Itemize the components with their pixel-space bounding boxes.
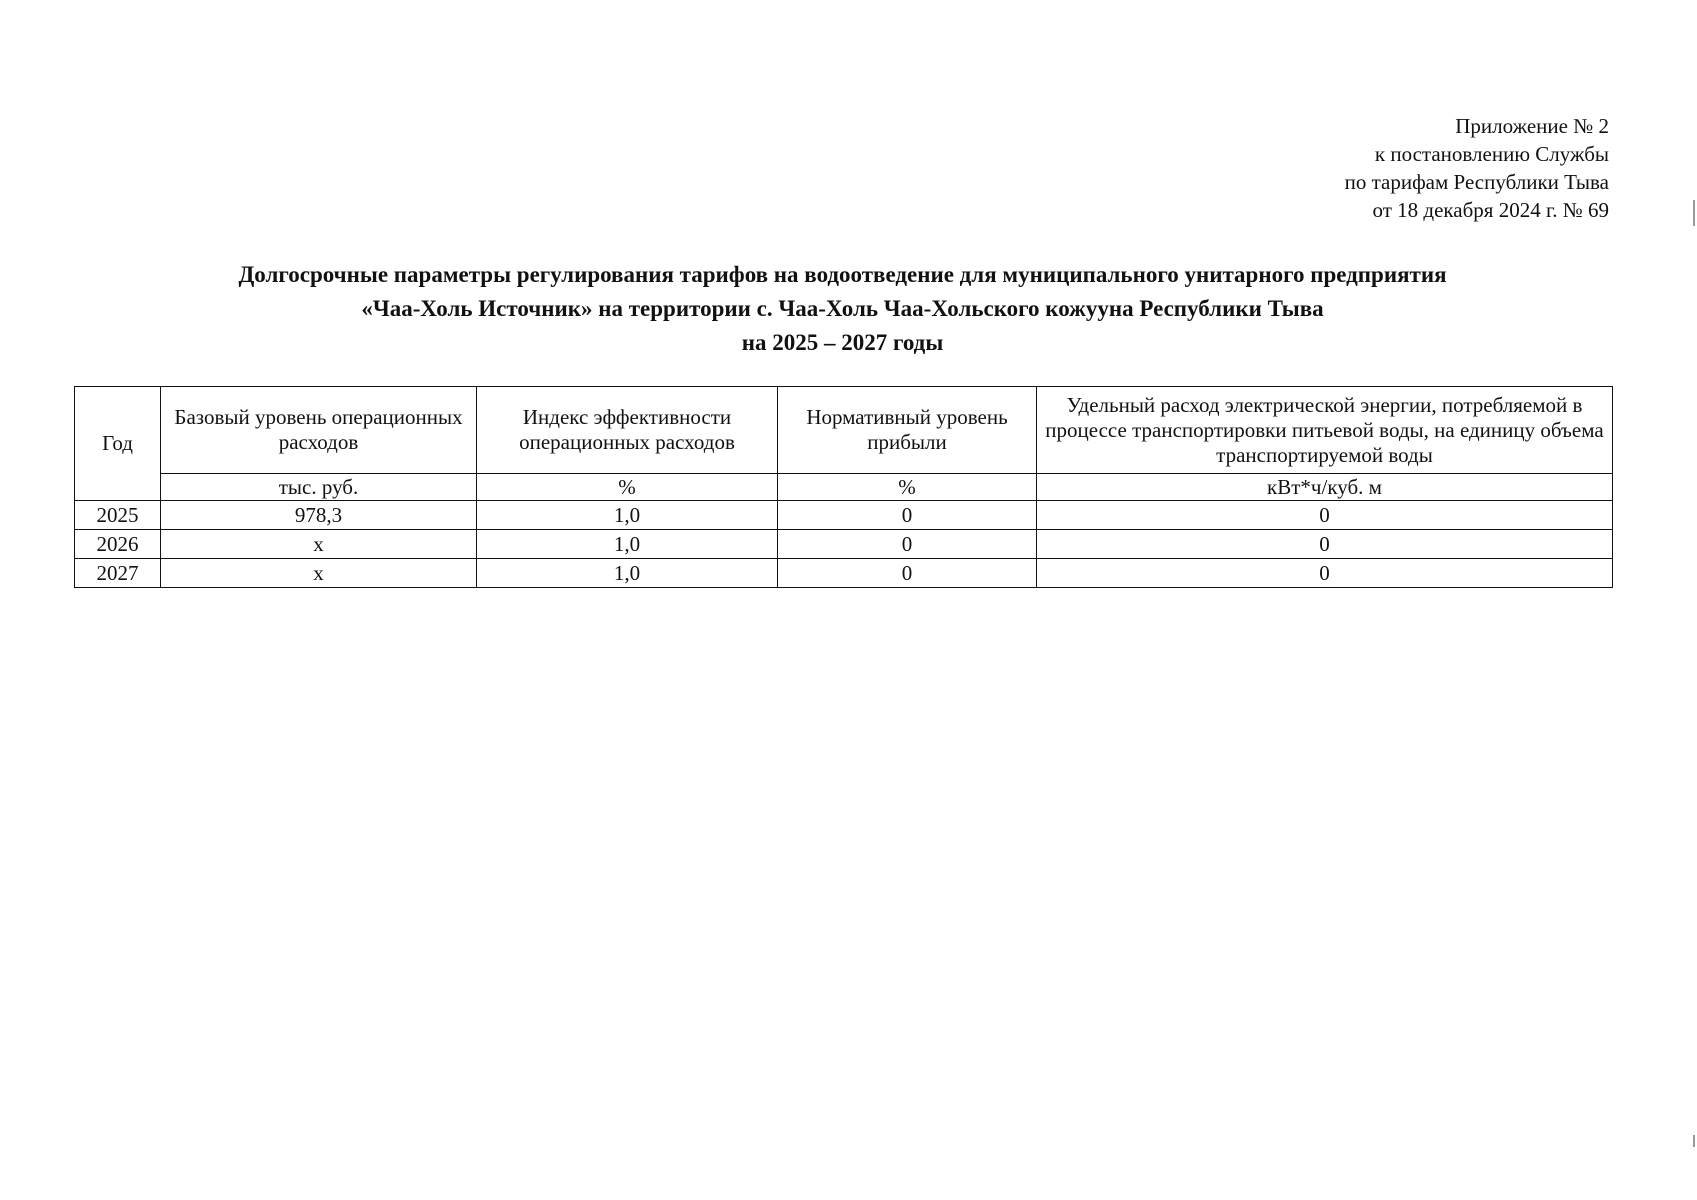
document-title (60, 258, 1625, 360)
table-row (75, 530, 1613, 559)
cell-efficiency-index: 1,0 (477, 530, 778, 559)
appendix-number: Приложение № 2 (1455, 114, 1609, 138)
appendix-resolution: к постановлению Службы (1374, 142, 1609, 166)
header-profit-level: Нормативный уровень прибыли (778, 387, 1037, 474)
scan-edge-mark (1693, 1135, 1695, 1147)
appendix-block (1345, 112, 1609, 224)
cell-year: 2027 (75, 559, 161, 588)
cell-base-level: х (161, 559, 477, 588)
cell-energy-consumption: 0 (1037, 501, 1613, 530)
cell-efficiency-index: 1,0 (477, 501, 778, 530)
cell-energy-consumption: 0 (1037, 559, 1613, 588)
header-year: Год (75, 387, 161, 501)
table-header-row (75, 387, 1613, 474)
header-efficiency-index: Индекс эффективности операционных расходов (477, 387, 778, 474)
appendix-date: от 18 декабря 2024 г. № 69 (1372, 198, 1609, 222)
scan-edge-mark (1693, 200, 1695, 226)
unit-energy-consumption: кВт*ч/куб. м (1037, 474, 1613, 501)
cell-year: 2026 (75, 530, 161, 559)
cell-profit-level: 0 (778, 501, 1037, 530)
header-energy-consumption: Удельный расход электрической энергии, потребляемой в процессе транспортировки питьевой воды, на единицу объема транспортируемой воды (1037, 387, 1613, 474)
unit-base-level: тыс. руб. (161, 474, 477, 501)
title-line-2: «Чаа-Холь Источник» на территории с. Чаа-Холь Чаа-Хольского кожууна Республики Тыва (361, 296, 1324, 321)
cell-base-level: 978,3 (161, 501, 477, 530)
parameters-table (74, 386, 1613, 588)
cell-profit-level: 0 (778, 530, 1037, 559)
cell-year: 2025 (75, 501, 161, 530)
title-line-3: на 2025 – 2027 годы (741, 330, 944, 355)
appendix-agency: по тарифам Республики Тыва (1344, 170, 1609, 194)
table-units-row (75, 474, 1613, 501)
title-line-1: Долгосрочные параметры регулирования тарифов на водоотведение для муниципального унитарного предприятия (238, 262, 1447, 287)
table-row (75, 559, 1613, 588)
cell-energy-consumption: 0 (1037, 530, 1613, 559)
cell-base-level: х (161, 530, 477, 559)
unit-profit-level: % (778, 474, 1037, 501)
cell-profit-level: 0 (778, 559, 1037, 588)
table-row (75, 501, 1613, 530)
header-base-level: Базовый уровень операционных расходов (161, 387, 477, 474)
cell-efficiency-index: 1,0 (477, 559, 778, 588)
unit-efficiency-index: % (477, 474, 778, 501)
